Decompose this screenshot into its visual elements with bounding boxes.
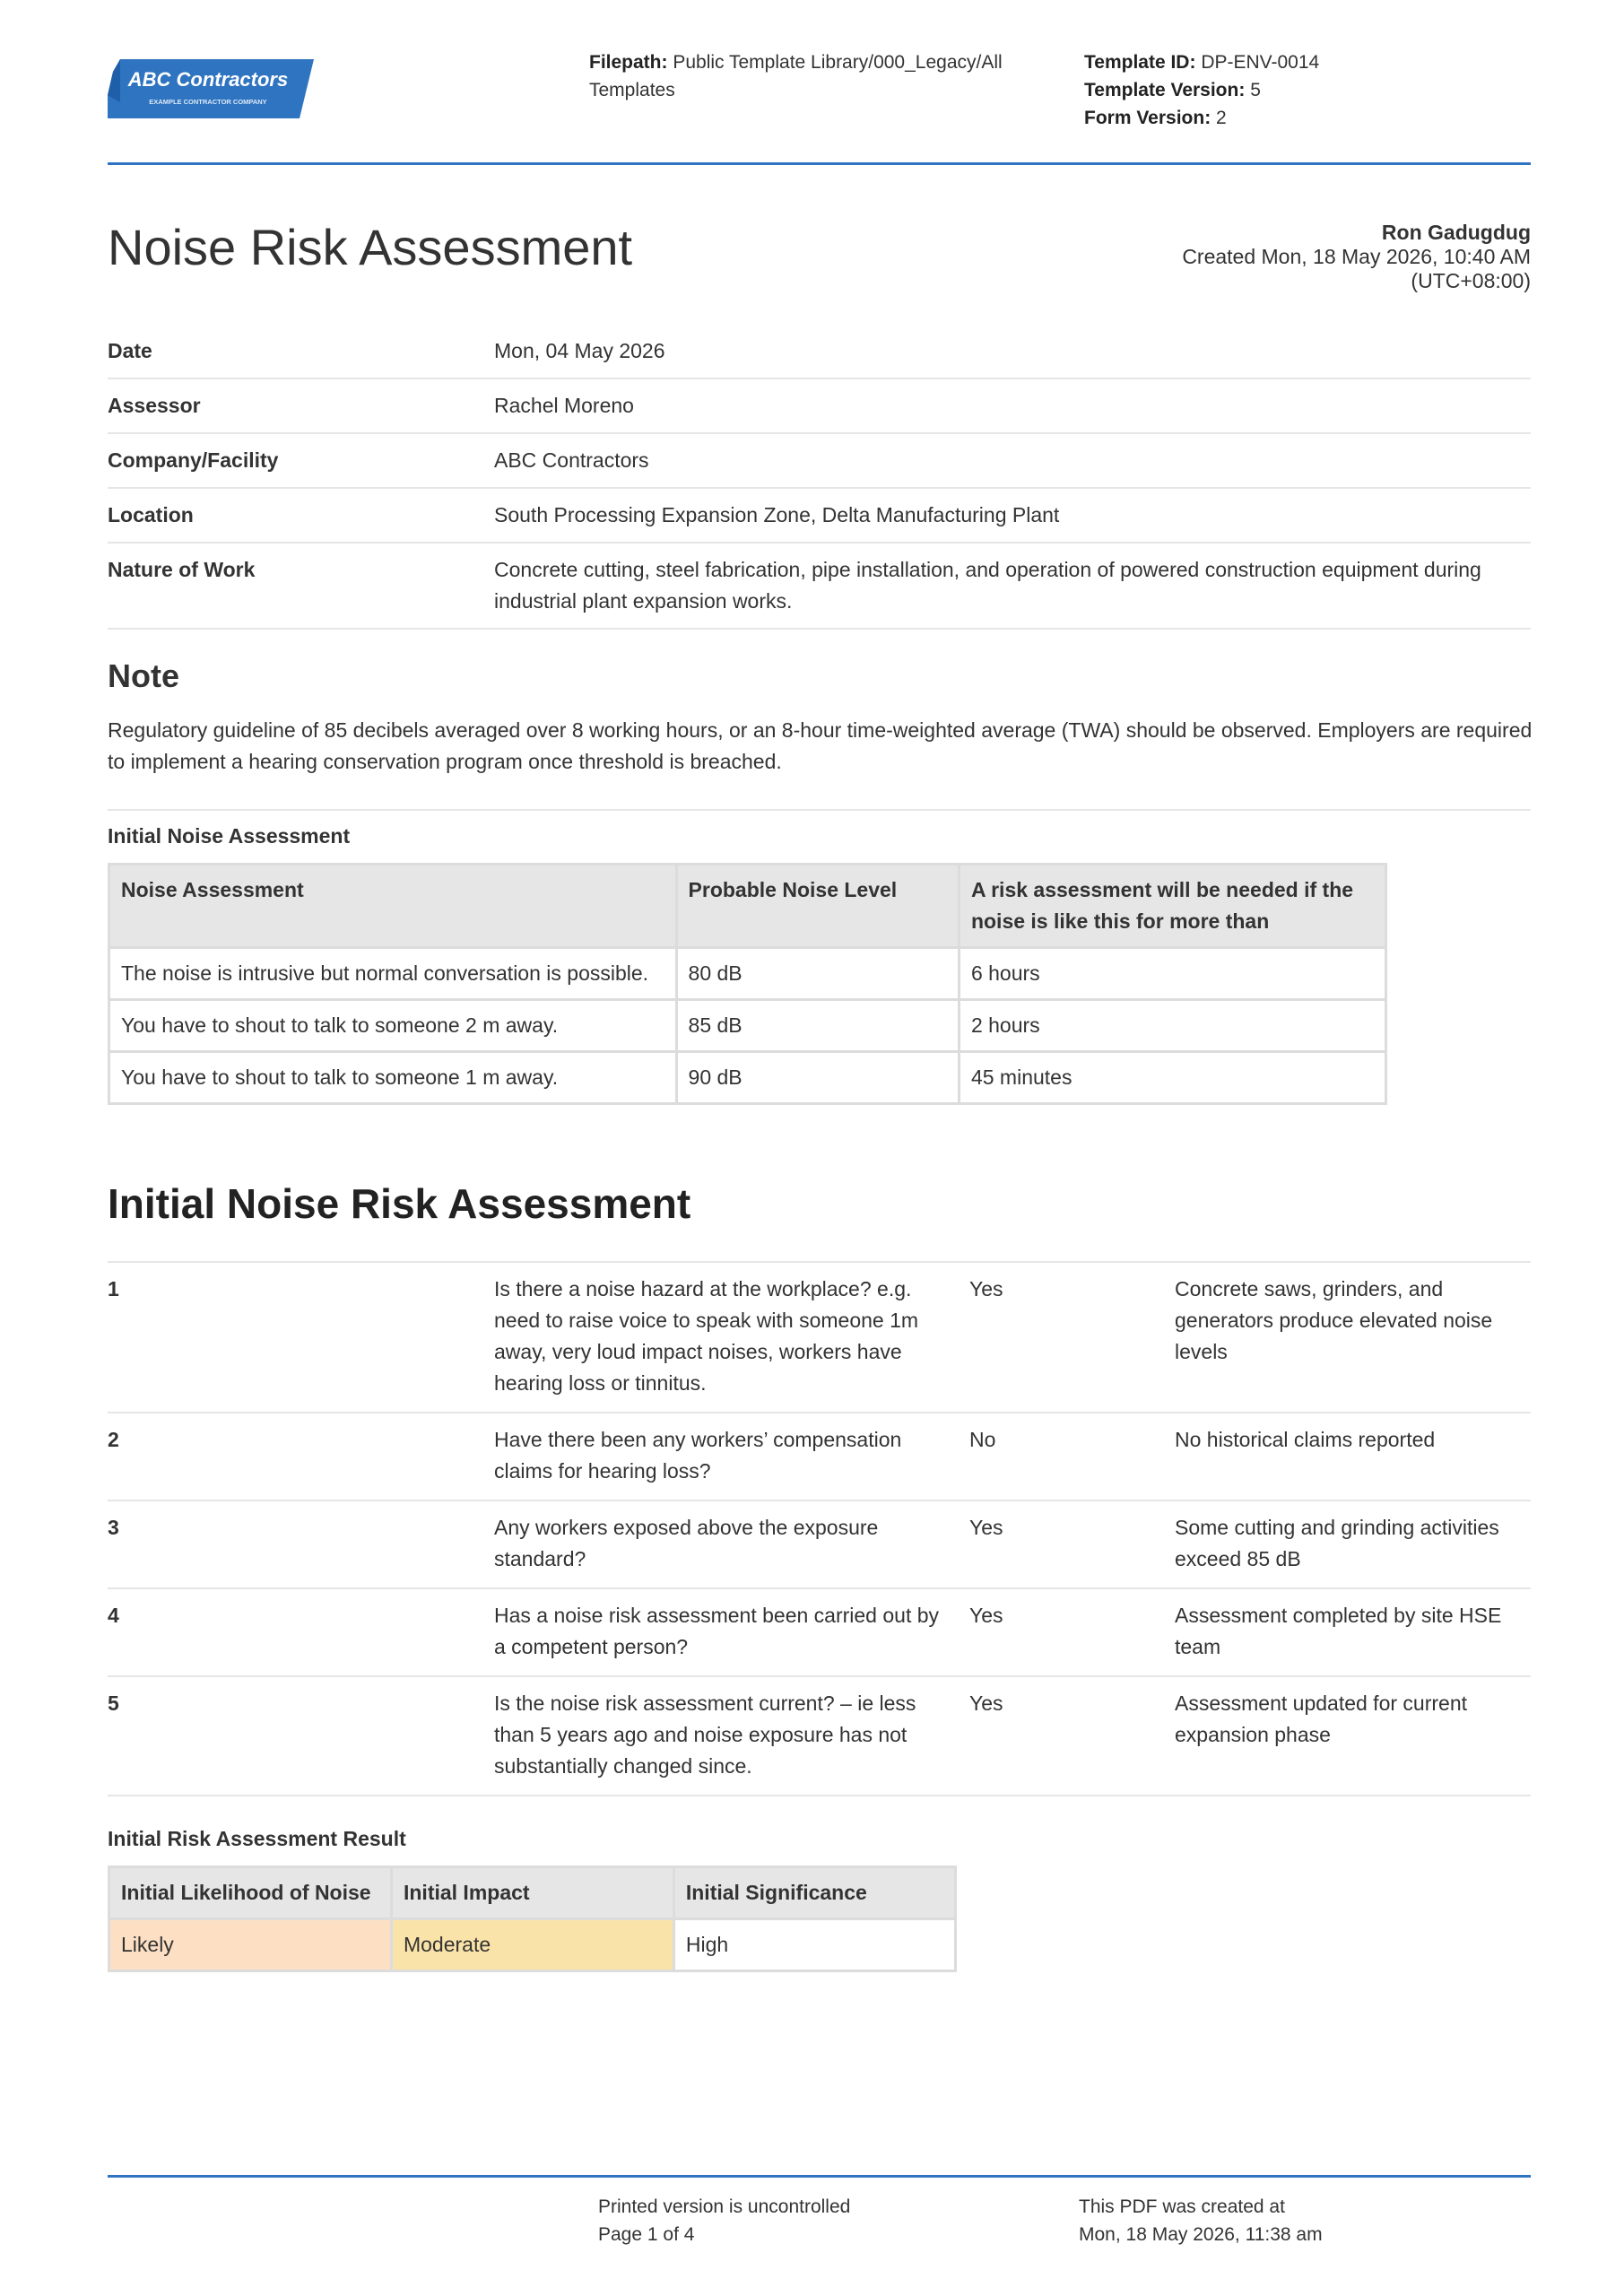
table-cell: 2 hours <box>959 1000 1385 1052</box>
page-number: Page 1 of 4 <box>598 2224 695 2245</box>
created-timezone: (UTC+08:00) <box>1411 269 1531 292</box>
info-value: Rachel Moreno <box>494 394 634 417</box>
list-item <box>108 1413 1531 1501</box>
question-answer: Yes <box>969 1692 1003 1715</box>
table-cell: 85 dB <box>676 1000 959 1052</box>
table-cell: 90 dB <box>676 1052 959 1104</box>
filepath-label: Filepath: <box>589 52 668 73</box>
risk-question-list <box>108 1261 1531 1796</box>
footer-divider <box>108 2175 1531 2178</box>
info-label: Nature of Work <box>108 558 256 581</box>
footer-right <box>1079 2193 1323 2248</box>
table-row <box>109 1000 1386 1052</box>
column-header: Initial Impact <box>391 1867 673 1919</box>
section-divider <box>108 809 1531 811</box>
info-row-assessor <box>108 379 1531 434</box>
header-divider <box>108 162 1531 165</box>
info-value: Mon, 04 May 2026 <box>494 339 665 362</box>
question-number: 4 <box>108 1604 119 1627</box>
question-comment: No historical claims reported <box>1175 1428 1436 1451</box>
template-version <box>1084 76 1443 104</box>
form-version-label: Form Version: <box>1084 108 1211 128</box>
info-value: ABC Contractors <box>494 448 649 472</box>
initial-noise-table <box>108 863 1387 1105</box>
question-answer: Yes <box>969 1277 1003 1300</box>
info-value: South Processing Expansion Zone, Delta Manufacturing Plant <box>494 503 1060 526</box>
created-date: Created Mon, 18 May 2026, 10:40 AM <box>1182 245 1531 268</box>
template-id-label: Template ID: <box>1084 52 1196 73</box>
info-label: Company/Facility <box>108 448 279 472</box>
table-cell: 80 dB <box>676 948 959 1000</box>
list-item <box>108 1589 1531 1677</box>
form-version <box>1084 104 1443 132</box>
company-logo <box>108 59 314 118</box>
info-label: Date <box>108 339 152 362</box>
logo-tagline: EXAMPLE CONTRACTOR COMPANY <box>149 98 267 106</box>
question-text: Has a noise risk assessment been carried out by a competent person? <box>494 1604 940 1658</box>
info-list <box>108 325 1531 630</box>
risk-result-table <box>108 1866 957 1972</box>
note-heading: Note <box>108 657 179 694</box>
impact-value: Moderate <box>391 1919 673 1971</box>
question-number: 2 <box>108 1428 119 1451</box>
list-item <box>108 1263 1531 1413</box>
template-version-value: 5 <box>1250 80 1261 100</box>
table-cell: 45 minutes <box>959 1052 1385 1104</box>
question-number: 1 <box>108 1277 119 1300</box>
question-number: 5 <box>108 1692 119 1715</box>
significance-value: High <box>673 1919 955 1971</box>
table-header-row <box>109 865 1386 948</box>
column-header: Noise Assessment <box>109 865 677 948</box>
question-comment: Concrete saws, grinders, and generators produce elevated noise levels <box>1175 1277 1493 1363</box>
table-row <box>109 1919 956 1971</box>
table-cell: You have to shout to talk to someone 1 m away. <box>109 1052 677 1104</box>
template-id <box>1084 48 1443 76</box>
pdf-created-label: This PDF was created at <box>1079 2196 1285 2217</box>
info-label: Assessor <box>108 394 201 417</box>
table-cell: The noise is intrusive but normal conversation is possible. <box>109 948 677 1000</box>
info-row-date <box>108 325 1531 379</box>
logo-name: ABC Contractors <box>127 68 289 91</box>
question-text: Is the noise risk assessment current? – ie less than 5 years ago and noise exposure has not substantially changed since. <box>494 1692 916 1778</box>
info-row-company <box>108 434 1531 489</box>
result-heading: Initial Risk Assessment Result <box>108 1827 406 1850</box>
question-number: 3 <box>108 1516 119 1539</box>
pdf-created-date: Mon, 18 May 2026, 11:38 am <box>1079 2224 1323 2245</box>
column-header: A risk assessment will be needed if the noise is like this for more than <box>959 865 1385 948</box>
list-item <box>108 1501 1531 1589</box>
column-header: Initial Significance <box>673 1867 955 1919</box>
question-answer: Yes <box>969 1604 1003 1627</box>
table-row <box>109 1052 1386 1104</box>
question-text: Is there a noise hazard at the workplace? e.g. need to raise voice to speak with someone 1m away, very loud impact noises, workers have hearing loss or tinnitus. <box>494 1277 919 1395</box>
template-meta <box>1084 48 1443 132</box>
page-title: Noise Risk Assessment <box>108 219 633 275</box>
info-label: Location <box>108 503 194 526</box>
column-header: Initial Likelihood of Noise <box>109 1867 392 1919</box>
question-answer: Yes <box>969 1516 1003 1539</box>
question-comment: Assessment completed by site HSE team <box>1175 1604 1502 1658</box>
table-row <box>109 948 1386 1000</box>
column-header: Probable Noise Level <box>676 865 959 948</box>
info-row-nature-of-work <box>108 544 1531 630</box>
form-version-value: 2 <box>1216 108 1227 128</box>
info-value: Concrete cutting, steel fabrication, pipe installation, and operation of powered construction equipment during industrial plant expansion works. <box>494 558 1481 613</box>
likelihood-value: Likely <box>109 1919 392 1971</box>
question-text: Any workers exposed above the exposure standard? <box>494 1516 879 1570</box>
creator-info <box>1182 221 1531 293</box>
info-row-location <box>108 489 1531 544</box>
question-text: Have there been any workers’ compensation claims for hearing loss? <box>494 1428 902 1483</box>
question-answer: No <box>969 1428 996 1451</box>
filepath <box>589 48 1038 104</box>
initial-noise-heading: Initial Noise Assessment <box>108 824 351 848</box>
list-item <box>108 1677 1531 1796</box>
creator-name: Ron Gadugdug <box>1381 221 1531 244</box>
note-text: Regulatory guideline of 85 decibels averaged over 8 working hours, or an 8-hour time-weighted average (TWA) should be observed. Employers are required to implement a hearing conservation program once threshold is breached. <box>108 718 1533 773</box>
uncontrolled-notice: Printed version is uncontrolled <box>598 2196 851 2217</box>
risk-assessment-heading: Initial Noise Risk Assessment <box>108 1180 691 1227</box>
filepath-value: Public Template Library/000_Legacy/All Templates <box>589 52 1003 100</box>
template-id-value: DP-ENV-0014 <box>1201 52 1320 73</box>
footer-left <box>598 2193 850 2248</box>
table-cell: 6 hours <box>959 948 1385 1000</box>
question-comment: Assessment updated for current expansion phase <box>1175 1692 1467 1746</box>
template-version-label: Template Version: <box>1084 80 1246 100</box>
question-comment: Some cutting and grinding activities exceed 85 dB <box>1175 1516 1499 1570</box>
table-header-row <box>109 1867 956 1919</box>
table-cell: You have to shout to talk to someone 2 m away. <box>109 1000 677 1052</box>
